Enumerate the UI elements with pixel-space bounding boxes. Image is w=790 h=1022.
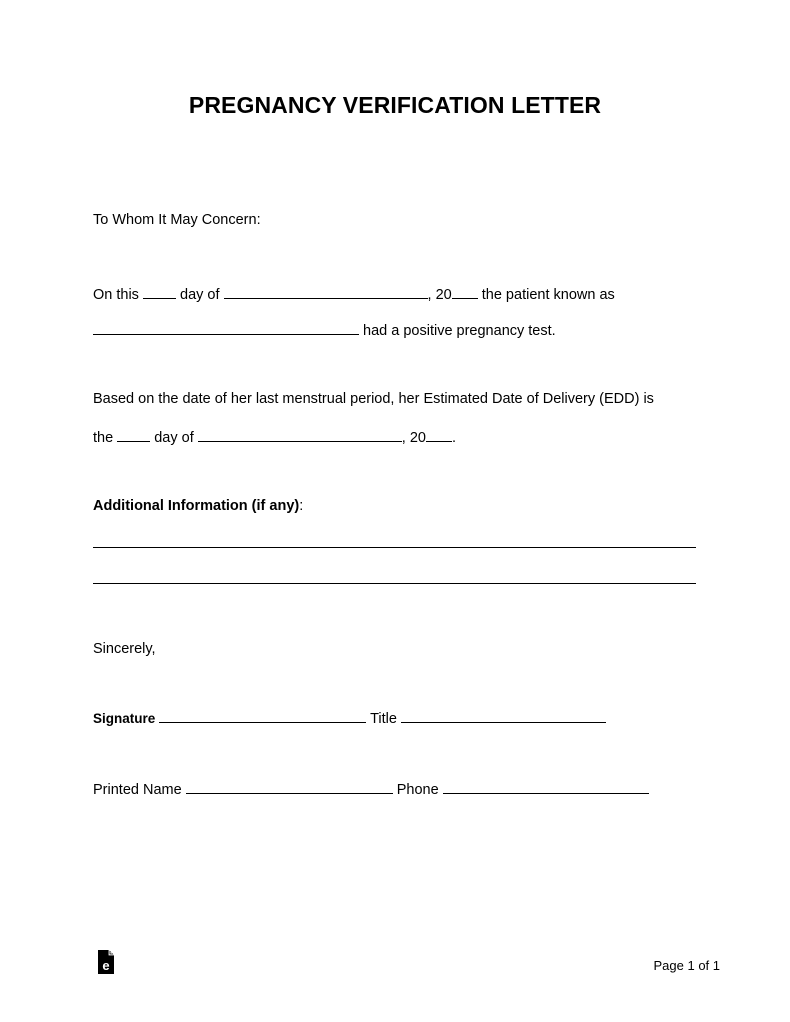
signature-row — [93, 708, 606, 728]
document-title: PREGNANCY VERIFICATION LETTER — [188, 92, 602, 118]
additional-info-line-2[interactable] — [93, 583, 696, 584]
phone-label: Phone — [396, 782, 439, 798]
edd-day-blank[interactable] — [117, 427, 150, 442]
patient-name-blank[interactable] — [93, 320, 359, 335]
document-logo-icon — [97, 949, 115, 975]
additional-info-heading — [93, 497, 303, 515]
patient-known-as-text: the patient known as — [481, 287, 615, 303]
title-label: Title — [370, 711, 397, 727]
day-blank[interactable] — [143, 284, 176, 299]
month-blank[interactable] — [224, 284, 428, 299]
edd-comma-20-text: , 20 — [401, 430, 426, 446]
signature-blank[interactable] — [159, 708, 366, 723]
title-blank[interactable] — [401, 708, 606, 723]
salutation: To Whom It May Concern: — [93, 212, 261, 228]
the-text: the — [93, 430, 114, 446]
phone-blank[interactable] — [443, 779, 649, 794]
printed-name-row — [93, 779, 649, 799]
additional-info-label: Additional Information (if any) — [93, 498, 300, 514]
positive-test-text: had a positive pregnancy test. — [363, 323, 556, 339]
printed-name-label: Printed Name — [93, 782, 182, 798]
para1-line2 — [93, 320, 556, 340]
edd-period-text: . — [451, 430, 456, 446]
printed-name-blank[interactable] — [186, 779, 393, 794]
comma-20-text: , 20 — [427, 287, 452, 303]
page-number: Page 1 of 1 — [653, 958, 720, 973]
signature-label: Signature — [93, 711, 156, 726]
para1-line1 — [93, 284, 615, 304]
edd-year-blank[interactable] — [426, 427, 452, 442]
additional-info-colon: : — [299, 498, 304, 514]
year-blank[interactable] — [452, 284, 478, 299]
additional-info-line-1[interactable] — [93, 547, 696, 548]
svg-text:e: e — [102, 958, 110, 973]
para2-line2 — [93, 427, 456, 447]
day-of-text: day of — [180, 287, 220, 303]
edd-day-of-text: day of — [154, 430, 194, 446]
closing: Sincerely, — [93, 641, 156, 657]
para2-line1: Based on the date of her last menstrual period, her Estimated Date of Delivery (EDD) is — [93, 391, 654, 407]
edd-month-blank[interactable] — [198, 427, 402, 442]
on-this-text: On this — [93, 287, 139, 303]
